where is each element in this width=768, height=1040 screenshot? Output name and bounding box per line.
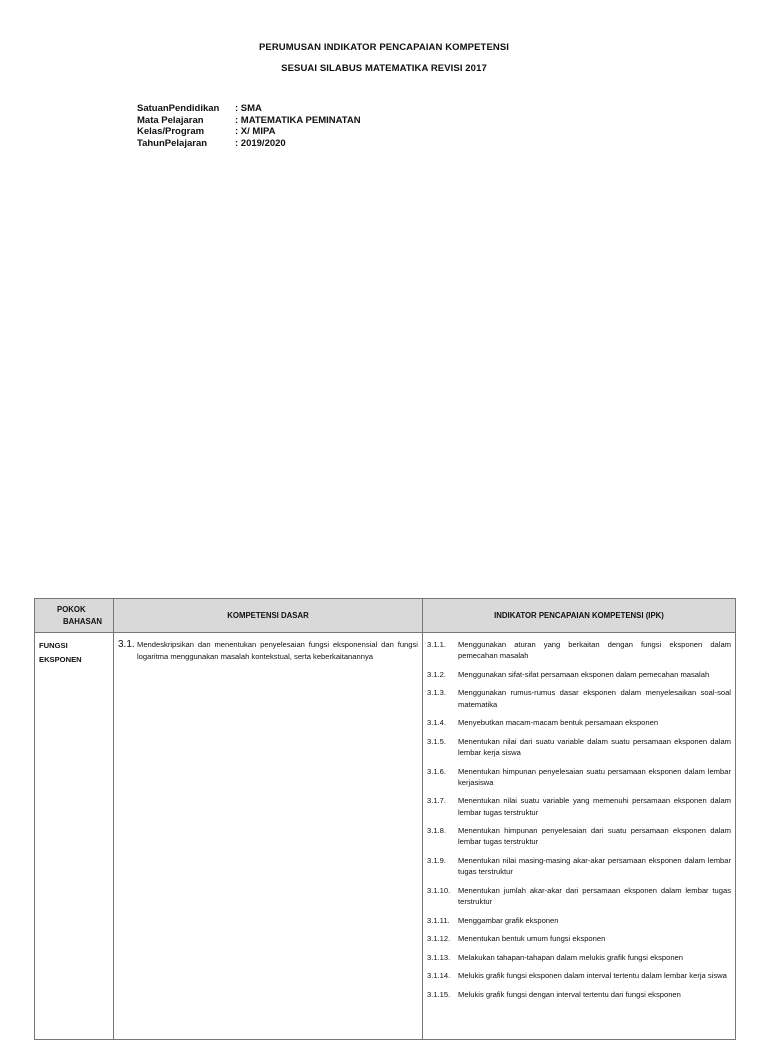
kd-text: Mendeskripsikan dan menentukan penyelesaian fungsi eksponensial dan fungsi logaritma menggunakan masalah kontekstual, serta keberkaitanannya (137, 640, 418, 661)
ipk-number: 3.1.12. (427, 934, 451, 944)
pokok-line1: FUNGSI (39, 641, 68, 650)
ipk-number: 3.1.13. (427, 952, 451, 962)
table-header-row (35, 599, 736, 633)
info-row-tahun (137, 138, 361, 150)
kompetensi-dasar-cell (114, 633, 423, 1040)
identity-block (137, 103, 361, 149)
info-row-kelas (137, 126, 361, 138)
info-value: : MATEMATIKA PEMINATAN (235, 114, 361, 126)
info-label: Kelas/Program (137, 126, 205, 137)
header-kompetensi-dasar: KOMPETENSI DASAR (114, 599, 423, 633)
ipk-list (427, 639, 731, 1000)
list-item (427, 952, 731, 963)
ipk-text: Menentukan nilai suatu variable yang memenuhi persamaan eksponen dalam lembar tugas terstruktur (458, 796, 731, 817)
ipk-number: 3.1.10. (427, 885, 451, 895)
ipk-text: Menentukan bentuk umum fungsi eksponen (458, 934, 606, 944)
kd-item (118, 639, 418, 663)
info-label: SatuanPendidikan (137, 103, 220, 114)
info-row-satuan (137, 103, 361, 115)
document-subtitle: SESUAI SILABUS MATEMATIKA REVISI 2017 (281, 63, 487, 74)
list-item (427, 687, 731, 709)
document-title: PERUMUSAN INDIKATOR PENCAPAIAN KOMPETENSI (258, 42, 510, 53)
ipk-number: 3.1.11. (427, 915, 450, 925)
list-item (427, 885, 731, 907)
list-item (427, 855, 731, 877)
ipk-text: Melukis grafik fungsi eksponen dalam interval tertentu dalam lembar kerja siswa (458, 971, 727, 981)
info-row-mapel (137, 115, 361, 127)
info-label: Mata Pelajaran (137, 114, 204, 126)
ipk-text: Menggunakan sifat-sifat persamaan eksponen dalam pemecahan masalah (458, 669, 710, 679)
list-item (427, 736, 731, 758)
list-item (427, 970, 731, 981)
ipk-number: 3.1.8. (427, 826, 446, 836)
kd-number: 3.1. (118, 639, 135, 650)
table-row (35, 633, 736, 1040)
ipk-number: 3.1.2. (427, 669, 446, 679)
info-label: TahunPelajaran (137, 137, 208, 149)
ipk-text: Menentukan himpunan penyelesaian suatu persamaan eksponen dalam lembar kerjasiswa (458, 766, 731, 787)
list-item (427, 766, 731, 788)
ipk-text: Melakukan tahapan-tahapan dalam melukis grafik fungsi eksponen (458, 952, 683, 962)
ipk-text: Menentukan jumlah akar-akar dari persamaan eksponen dalam lembar tugas terstruktur (458, 885, 731, 906)
pokok-bahasan-cell (35, 633, 114, 1040)
header-pokok-line2: BAHASAN (63, 616, 102, 626)
ipk-cell (423, 633, 736, 1040)
ipk-number: 3.1.4. (427, 718, 446, 728)
pokok-line2: EKSPONEN (39, 655, 82, 664)
info-value: : 2019/2020 (235, 137, 286, 149)
list-item (427, 639, 731, 661)
ipk-number: 3.1.5. (427, 736, 446, 746)
info-value: : X/ MIPA (235, 126, 276, 137)
ipk-number: 3.1.14. (427, 971, 451, 981)
ipk-text: Menggunakan aturan yang berkaitan dengan fungsi eksponen dalam pemecahan masalah (458, 640, 731, 661)
ipk-text: Menentukan nilai dari suatu variable dalam suatu persamaan eksponen dalam lembar kerja siswa (458, 736, 731, 757)
header-ipk: INDIKATOR PENCAPAIAN KOMPETENSI (IPK) (423, 599, 736, 633)
header-pokok-line1: POKOK (57, 604, 86, 614)
ipk-text: Melukis grafik fungsi dengan interval tertentu dari fungsi eksponen (458, 989, 681, 999)
ipk-number: 3.1.1. (427, 640, 446, 649)
ipk-number: 3.1.9. (427, 855, 446, 865)
list-item (427, 669, 731, 680)
list-item (427, 795, 731, 817)
header-pokok-bahasan (35, 599, 114, 633)
ipk-text: Menentukan himpunan penyelesaian dari suatu persamaan eksponen dalam lembar tugas terstruktur (458, 826, 731, 847)
ipk-text: Menentukan nilai masing-masing akar-akar persamaan eksponen dalam lembar tugas terstruktur (458, 855, 731, 877)
list-item (427, 825, 731, 847)
ipk-number: 3.1.6. (427, 766, 446, 776)
ipk-text: Menyebutkan macam-macam bentuk persamaan eksponen (458, 718, 659, 728)
ipk-number: 3.1.3. (427, 688, 446, 698)
ipk-number: 3.1.15. (427, 989, 451, 999)
info-value: : SMA (235, 103, 262, 114)
ipk-text: Menggambar grafik eksponen (458, 915, 559, 925)
list-item (427, 933, 731, 944)
list-item (427, 915, 731, 926)
list-item (427, 989, 731, 1000)
ipk-text: Menggunakan rumus-rumus dasar eksponen dalam menyelesaikan soal-soal matematika (458, 688, 731, 709)
ipk-number: 3.1.7. (427, 796, 446, 806)
list-item (427, 717, 731, 728)
competency-table (34, 598, 736, 1040)
